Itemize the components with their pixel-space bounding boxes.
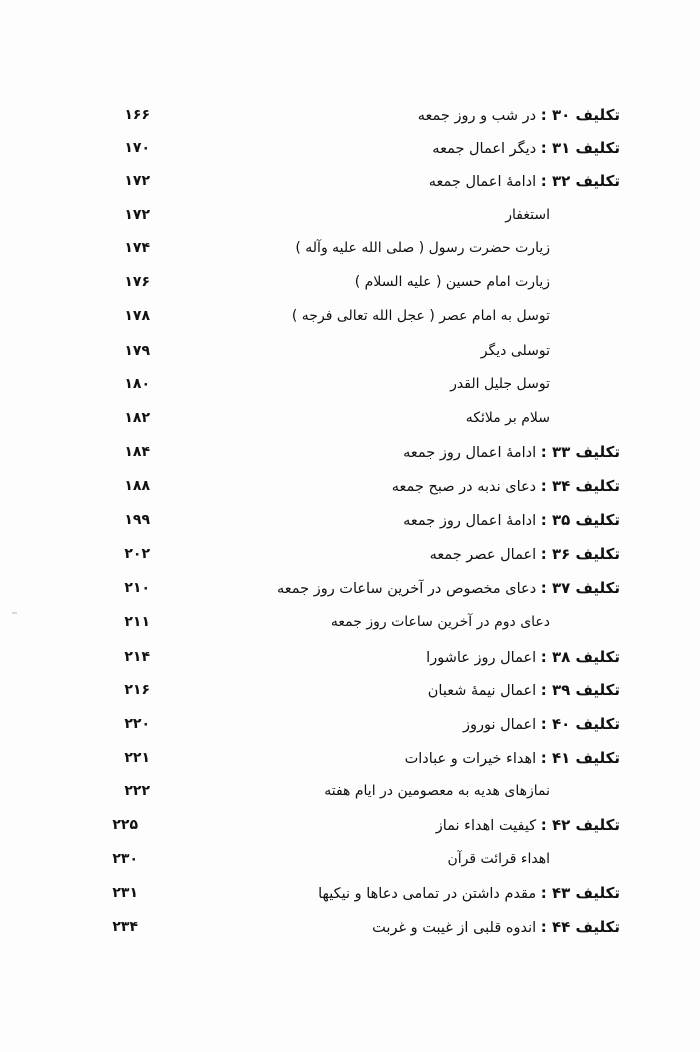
toc-entry-title [405, 743, 620, 774]
toc-entry-title [432, 133, 620, 164]
toc-subentry [0, 233, 700, 263]
toc-subentry [0, 607, 700, 637]
toc-subentry [0, 403, 700, 433]
toc-subentry [0, 776, 700, 806]
toc-subentry [0, 336, 700, 366]
scan-mark [12, 612, 17, 614]
toc-entry-title [463, 709, 620, 740]
toc-entry-title [403, 437, 620, 468]
toc-entry-title: دعای دوم در آخرین ساعات روز جمعه [330, 614, 550, 630]
toc-entry-text: دعای مخصوص در آخرین ساعات روز جمعه [276, 581, 537, 597]
toc-entry-prefix: تکلیف ۳۴ : [540, 477, 620, 495]
toc-entry-page: ۱۸۲ [124, 410, 150, 426]
toc-entry-prefix: تکلیف ۳۱ : [540, 139, 620, 157]
toc-entry-page: ۱۷۲ [124, 173, 150, 189]
toc-entry [0, 437, 700, 467]
toc-entry-prefix: تکلیف ۳۲ : [540, 172, 620, 190]
toc-entry-title: توسلی دیگر [480, 343, 550, 359]
toc-entry-title: سلام بر ملائکه [465, 410, 550, 426]
toc-entry-page: ۲۱۶ [124, 682, 150, 698]
toc-entry [0, 573, 700, 603]
toc-entry-page: ۲۳۴ [112, 919, 138, 935]
toc-entry-text: اهداء خیرات و عبادات [404, 751, 537, 767]
toc-entry [0, 743, 700, 773]
toc-entry-prefix: تکلیف ۴۲ : [540, 816, 620, 834]
toc-entry-page: ۲۲۵ [112, 817, 138, 833]
toc-entry-text: در شب و روز جمعه [417, 108, 537, 124]
toc-entry-title: اهداء قرائت قرآن [447, 851, 550, 867]
toc-entry-prefix: تکلیف ۳۹ : [540, 681, 620, 699]
toc-entry-page: ۲۱۴ [124, 649, 150, 665]
toc-entry-text: اعمال نوروز [462, 717, 537, 733]
toc-entry-prefix: تکلیف ۳۷ : [540, 579, 620, 597]
toc-entry-text: ادامهٔ اعمال جمعه [428, 174, 537, 190]
toc-entry [0, 133, 700, 163]
toc-entry-page: ۱۷۲ [124, 207, 150, 223]
toc-entry [0, 505, 700, 535]
toc-entry-title [426, 642, 620, 673]
toc-entry-page: ۱۸۰ [124, 376, 150, 392]
toc-entry-text: ادامهٔ اعمال روز جمعه [403, 445, 537, 461]
toc-entry-page: ۲۱۱ [124, 614, 150, 630]
toc-entry [0, 912, 700, 942]
toc-subentry [0, 369, 700, 399]
toc-entry [0, 675, 700, 705]
toc-entry-title [403, 505, 620, 536]
toc-entry-title [430, 539, 620, 570]
toc-entry-page: ۲۳۱ [112, 885, 138, 901]
toc-entry-title: توسل جلیل القدر [450, 376, 550, 392]
toc-entry-page: ۱۸۴ [124, 444, 150, 460]
toc-entry-text: دیگر اعمال جمعه [432, 141, 537, 157]
toc-entry-page: ۲۱۰ [124, 580, 150, 596]
toc-entry [0, 709, 700, 739]
toc-entry-prefix: تکلیف ۴۱ : [540, 749, 620, 767]
toc-entry-title [428, 675, 620, 706]
toc-entry-text: اعمال عصر جمعه [429, 547, 537, 563]
toc-subentry [0, 844, 700, 874]
toc-entry-text: کیفیت اهداء نماز [435, 818, 537, 834]
toc-entry-page: ۱۷۶ [124, 274, 150, 290]
toc-entry-page: ۲۲۰ [124, 716, 150, 732]
toc-entry-prefix: تکلیف ۳۸ : [540, 648, 620, 666]
toc-entry [0, 166, 700, 196]
toc-entry-page: ۲۲۲ [124, 783, 150, 799]
toc-entry-page: ۱۷۰ [124, 140, 150, 156]
toc-entry-prefix: تکلیف ۴۴ : [540, 918, 620, 936]
toc-entry-title [418, 100, 620, 131]
toc-entry-title [277, 573, 620, 604]
toc-entry-page: ۱۹۹ [124, 512, 150, 528]
toc-entry-page: ۱۷۴ [124, 240, 150, 256]
toc-entry [0, 100, 700, 130]
toc-entry-title: استغفار [505, 207, 550, 223]
toc-entry-prefix: تکلیف ۳۰ : [540, 106, 620, 124]
toc-entry-title [392, 471, 620, 502]
toc-entry [0, 471, 700, 501]
toc-entry-page: ۱۶۶ [124, 107, 150, 123]
toc-entry-text: اندوه قلبی از غیبت و غربت [372, 920, 537, 936]
toc-entry-prefix: تکلیف ۴۰ : [540, 715, 620, 733]
toc-subentry [0, 301, 700, 331]
toc-entry-page: ۱۸۸ [124, 478, 150, 494]
toc-entry-text: اعمال روز عاشورا [426, 650, 537, 666]
toc-entry [0, 642, 700, 672]
toc-entry-text: اعمال نیمهٔ شعبان [427, 683, 537, 699]
toc-entry-title [429, 166, 620, 197]
toc-entry-page: ۲۳۰ [112, 851, 138, 867]
toc-entry-text: ادامهٔ اعمال روز جمعه [403, 513, 537, 529]
toc-entry [0, 539, 700, 569]
toc-entry-title [318, 878, 620, 909]
toc-entry-page: ۲۲۱ [124, 750, 150, 766]
toc-entry-text: مقدم داشتن در تمامی دعاها و نیکیها [318, 886, 537, 902]
toc-entry-title: زیارت امام حسین ( علیه السلام ) [354, 274, 550, 290]
toc-entry-title: نمازهای هدیه به معصومین در ایام هفته [324, 783, 550, 799]
toc-entry-page: ۲۰۲ [124, 546, 150, 562]
toc-entry-prefix: تکلیف ۳۳ : [540, 443, 620, 461]
toc-entry-prefix: تکلیف ۳۶ : [540, 545, 620, 563]
toc-entry-title [372, 912, 620, 943]
toc-entry-prefix: تکلیف ۳۵ : [540, 511, 620, 529]
toc-subentry [0, 267, 700, 297]
toc-entry-page: ۱۷۸ [124, 308, 150, 324]
toc-entry-text: دعای ندبه در صبح جمعه [391, 479, 537, 495]
toc-entry-title: زیارت حضرت رسول ( صلی الله علیه وآله ) [295, 240, 550, 256]
toc-entry [0, 878, 700, 908]
toc-subentry [0, 200, 700, 230]
toc-entry-title: توسل به امام عصر ( عجل الله تعالی فرجه ) [291, 308, 550, 324]
toc-entry [0, 810, 700, 840]
toc-entry-prefix: تکلیف ۴۳ : [540, 884, 620, 902]
toc-entry-page: ۱۷۹ [124, 343, 150, 359]
toc-entry-title [436, 810, 620, 841]
